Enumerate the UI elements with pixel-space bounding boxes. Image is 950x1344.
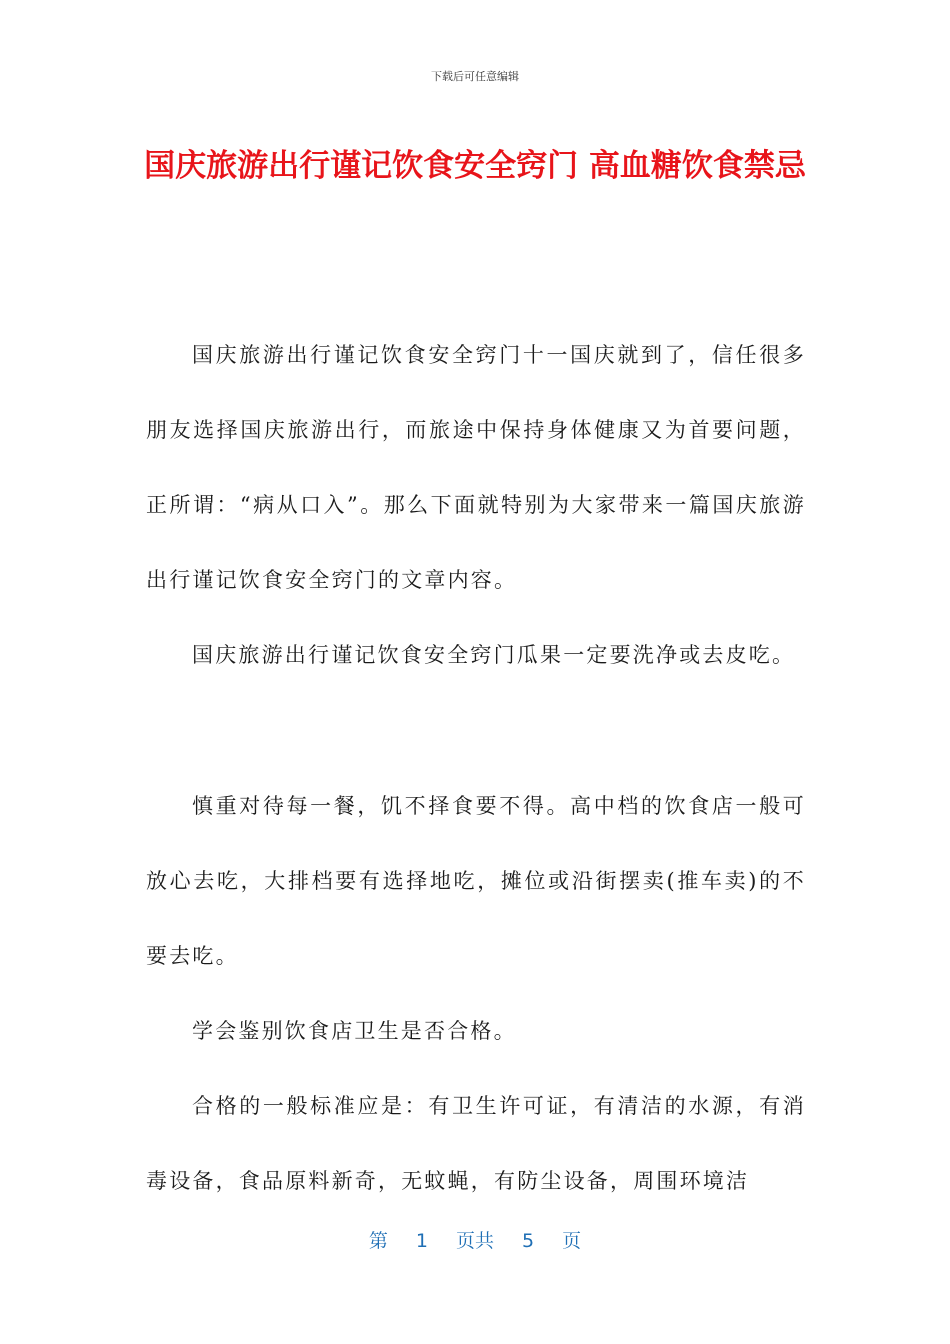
paragraph-hygiene: 学会鉴别饮食店卫生是否合格。 [192, 1019, 517, 1043]
header-note: 下载后可任意编辑 [431, 70, 519, 83]
footer-suffix: 页 [562, 1230, 582, 1252]
document-body [146, 318, 806, 1219]
footer-page-number: 1 [415, 1230, 428, 1252]
paragraph-meals: 慎重对待每一餐，饥不择食要不得。高中档的饮食店一般可放心去吃，大排档要有选择地吃，摊位或沿街摆卖(推车卖)的不要去吃。 [146, 794, 806, 968]
footer-prefix: 第 [368, 1230, 388, 1252]
paragraph-fruit: 国庆旅游出行谨记饮食安全窍门瓜果一定要洗净或去皮吃。 [192, 643, 796, 667]
page-footer [0, 1226, 950, 1253]
paragraph-standards: 合格的一般标准应是：有卫生许可证，有清洁的水源，有消毒设备，食品原料新奇，无蚊蝇，有防尘设备，周围环境洁 [146, 1094, 806, 1193]
footer-middle: 页共 [455, 1230, 494, 1252]
paragraph-intro: 国庆旅游出行谨记饮食安全窍门十一国庆就到了，信任很多朋友选择国庆旅游出行，而旅途中保持身体健康又为首要问题，正所谓：“病从口入”。那么下面就特别为大家带来一篇国庆旅游出行谨记饮食安全窍门的文章内容。 [146, 343, 806, 592]
footer-total-pages: 5 [522, 1230, 535, 1252]
document-title: 国庆旅游出行谨记饮食安全窍门 高血糖饮食禁忌 [144, 148, 806, 184]
paragraph-spacer [146, 693, 806, 769]
